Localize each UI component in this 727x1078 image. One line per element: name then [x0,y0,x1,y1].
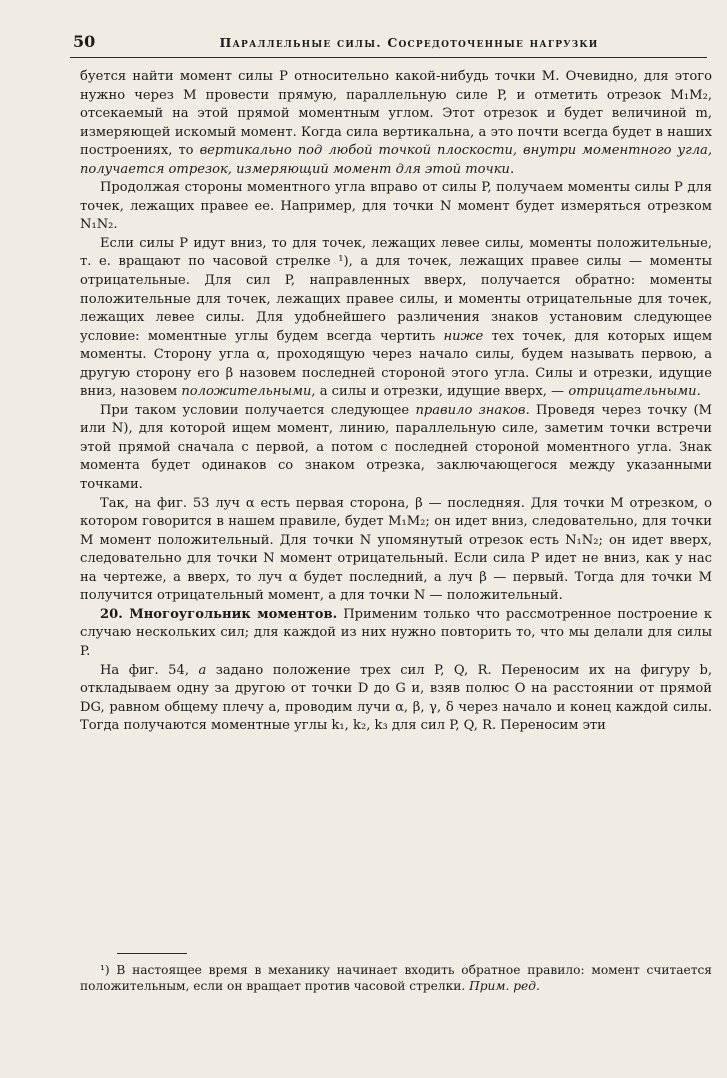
editor-note: Прим. ред. [469,979,540,994]
header-rule [70,57,707,58]
main-text [80,68,712,736]
section-paragraph: 20. Многоугольник моментов. Применим только что рассмотренное построение к случаю нескольких сил; для каждой из них нужно повторить то, что мы делали для силы P. [80,606,713,659]
paragraph: буется найти момент силы P относительно какой-нибудь точки M. Очевидно, для этого нужно через M провести прямую, параллельную силе P, и отметить отрезок M₁M₂, отсекаемый на этой прямой моментным углом. Этот отрезок и будет величиной m, измеряющей искомый момент. Когда сила вертикальна, а это почти всегда будет в наших построениях, то вертикально под любой точкой плоскости, внутри моментного угла, получается отрезок, измеряющий момент для этой точки. [80,69,713,177]
page-header [73,32,705,54]
running-title: Параллельные силы. Сосредоточенные нагрузки [219,35,599,50]
page-number: 50 [73,32,96,51]
rule-of-signs-term: правило знаков [415,402,526,418]
paragraph: Если силы P идут вниз, то для точек, лежащих левее силы, моменты положительные, т. е. вращают по часовой стрелке ¹), а для точек, лежащих правее силы — моменты отрицательные. Для сил P, направленных вверх, получается обратно: моменты положительные для точек, лежащих правее силы, и моменты отрицательные для точек, лежащих левее силы. Для удобнейшего различения знаков установим следующее условие: моментные углы будем всегда чертить ниже тех точек, для которых ищем моменты. Сторону угла α, проходящую через начало силы, будем называть первою, а другую сторону его β назовем последней стороной этого угла. Силы и отрезки, идущие вниз, назовем положительными, а силы и отрезки, идущие вверх, — отрицательными. [80,235,713,400]
paragraph: Так, на фиг. 53 луч α есть первая сторона, β — последняя. Для точки M отрезком, о котором говорится в нашем правиле, будет M₁M₂; он идет вниз, следовательно, для точки M момент положительный. Для точки N упомянутый отрезок есть N₁N₂; он идет вверх, следовательно для точки N момент отрицательный. Если сила P идет не вниз, как у нас на чертеже, а вверх, то луч α будет последний, а луч β — первый. Тогда для точки M получится отрицательный момент, а для точки N — положительный. [80,495,712,604]
paragraph: Продолжая стороны моментного угла вправо от силы P, получаем моменты силы P для точек, лежащих правее ее. Например, для точки N момент будет измеряться отрезком N₁N₂. [80,180,712,233]
section-title: 20. Многоугольник моментов. [100,606,338,622]
paragraph: На фиг. 54, a задано положение трех сил P, Q, R. Переносим их на фигуру b, откладываем одну за другою от точки D до G и, взяв полюс O на расстоянии от прямой DG, равном общему плечу a, проводим лучи α, β, γ, δ через начало и конец каждой силы. Тогда получаются моментные углы k₁, k₂, k₃ для сил P, Q, R. Переносим эти [80,662,712,734]
paragraph: При таком условии получается следующее правило знаков. Проведя через точку (M или N), для которой ищем момент, линию, параллельную силе, заметим точки встречи этой прямой сначала с первой, а потом с последней стороной моментного угла. Знак момента будет одинаков со знаком отрезка, заключающегося между указанными точками. [80,402,713,493]
footnote: ¹) В настоящее время в механику начинает входить обратное правило: момент считается положительным, если он вращает против часовой стрелки. Прим. ред. [80,963,712,994]
footnote-rule [117,953,187,954]
